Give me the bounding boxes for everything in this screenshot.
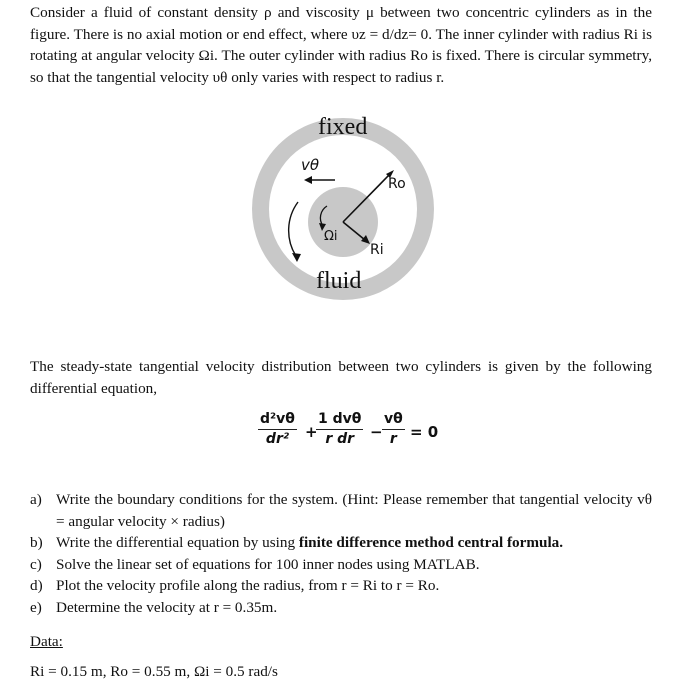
- task-marker: b): [30, 534, 43, 551]
- minus-operator: −: [370, 423, 383, 441]
- r-o-label: Ro: [388, 176, 406, 192]
- term2-fraction: [316, 411, 363, 448]
- task-item-d: [30, 575, 652, 597]
- task-text: Determine the velocity at r = 0.35m.: [56, 598, 278, 616]
- concentric-cylinders-figure: [200, 104, 480, 304]
- problem-intro: Consider a fluid of constant density ρ and viscosity μ between two concentric cylinders as in the figure. There is no axial motion or end effect, where υz = d/dz= 0. The inner cylinder with radius Ri is rotating at angular velocity Ωi. The outer cylinder with radius Ro is fixed. There is circular symmetry, so that the tangential velocity υθ only varies with respect to radius r.: [30, 4, 652, 86]
- task-text-bold: finite difference method central formula.: [298, 534, 564, 551]
- v-theta-label: vθ: [301, 156, 320, 174]
- term1-numerator: d²vθ: [258, 411, 297, 430]
- steady-state-text: The steady-state tangential velocity distribution between two cylinders is given by the following differential equation,: [30, 358, 652, 397]
- task-marker: d): [30, 577, 43, 594]
- term1-denominator: dr²: [265, 431, 289, 447]
- task-text: Solve the linear set of equations for 100 inner nodes using MATLAB.: [56, 555, 480, 573]
- fixed-label: fixed: [318, 114, 368, 140]
- task-text: Plot the velocity profile along the radius, from r = Ri to r = Ro.: [56, 577, 440, 594]
- omega-i-label: Ωi: [324, 229, 338, 244]
- term3-denominator: r: [389, 431, 397, 447]
- task-marker: c): [30, 555, 42, 573]
- task-item-e: [30, 597, 652, 619]
- term2-denominator: r dr: [325, 431, 355, 447]
- plus-operator: +: [305, 423, 318, 441]
- differential-equation: [258, 409, 468, 461]
- task-text: Write the boundary conditions for the system. (Hint: Please remember that tangential velocity vθ = angular velocity × radius): [56, 491, 652, 530]
- r-i-label: Ri: [370, 242, 384, 258]
- term3-fraction: [382, 411, 405, 448]
- data-values: Ri = 0.15 m, Ro = 0.55 m, Ωi = 0.5 rad/s: [30, 663, 278, 680]
- term1-fraction: [258, 411, 297, 448]
- term3-numerator: vθ: [382, 411, 405, 430]
- task-marker: e): [30, 598, 42, 616]
- task-marker: a): [30, 491, 42, 508]
- equals-zero: = 0: [410, 423, 439, 441]
- task-item-c: [30, 554, 652, 576]
- data-heading: Data:: [30, 633, 63, 650]
- task-item-b: [30, 532, 652, 554]
- task-list: [30, 489, 652, 618]
- term2-numerator: 1 dvθ: [316, 411, 363, 430]
- fluid-label: fluid: [316, 268, 362, 294]
- task-item-a: [30, 489, 652, 532]
- task-text: Write the differential equation by using: [56, 534, 299, 551]
